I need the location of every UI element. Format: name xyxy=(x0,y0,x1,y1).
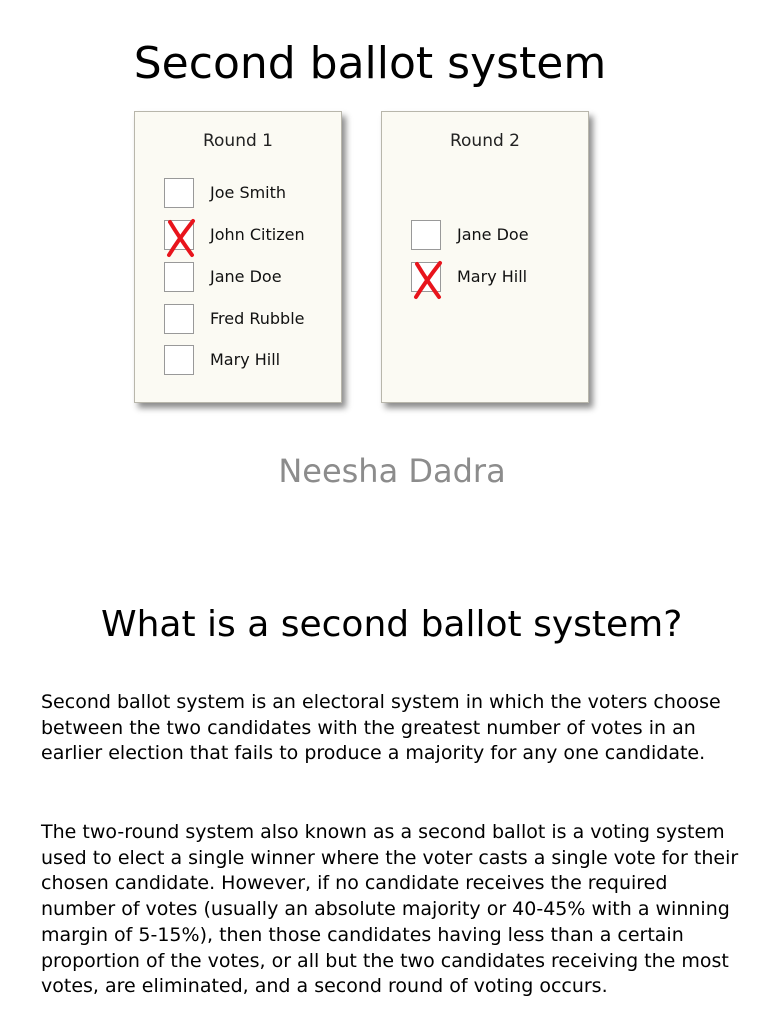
ballot-option xyxy=(164,220,339,252)
checkbox xyxy=(164,262,194,292)
ballot-option xyxy=(164,345,339,377)
slide-heading: What is a second ballot system? xyxy=(101,604,683,645)
candidate-name: Jane Doe xyxy=(210,267,282,286)
ballot-round-1 xyxy=(134,111,342,403)
candidate-name: Mary Hill xyxy=(457,267,528,286)
paragraph: Second ballot system is an electoral system in which the voters choose between the two candidates with the greatest number of votes in an earlier election that fails to produce a majority for any one candidate. xyxy=(41,691,721,765)
author-name: Neesha Dadra xyxy=(278,452,506,490)
candidate-name: Mary Hill xyxy=(210,350,281,369)
checkbox xyxy=(411,220,441,250)
x-mark-icon xyxy=(411,260,445,300)
candidate-name: John Citizen xyxy=(210,225,305,244)
ballot-title: Round 2 xyxy=(449,131,520,151)
ballot-option xyxy=(164,262,339,294)
ballot-title: Round 1 xyxy=(202,131,273,151)
candidate-name: Jane Doe xyxy=(457,225,529,244)
ballot-option xyxy=(411,262,586,294)
candidate-name: Joe Smith xyxy=(210,183,287,202)
ballot-round-2 xyxy=(381,111,589,403)
checkbox xyxy=(164,304,194,334)
slide-title: Second ballot system xyxy=(133,38,607,89)
ballot-option xyxy=(411,220,586,252)
ballot-option xyxy=(164,178,339,210)
paragraph: The two-round system also known as a second ballot is a voting system used to elect a single winner where the voter casts a single vote for their chosen candidate. However, if no candidate receives the required number of votes (usually an absolute majority or 40-45% with a winning margin of 5-15%), then those candidates having less than a certain proportion of the votes, or all but the two candidates receiving the most votes, are eliminated, and a second round of voting occurs. xyxy=(41,821,739,998)
x-mark-icon xyxy=(164,218,198,258)
ballot-option xyxy=(164,304,339,336)
candidate-name: Fred Rubble xyxy=(210,309,305,328)
checkbox xyxy=(164,178,194,208)
checkbox xyxy=(164,345,194,375)
